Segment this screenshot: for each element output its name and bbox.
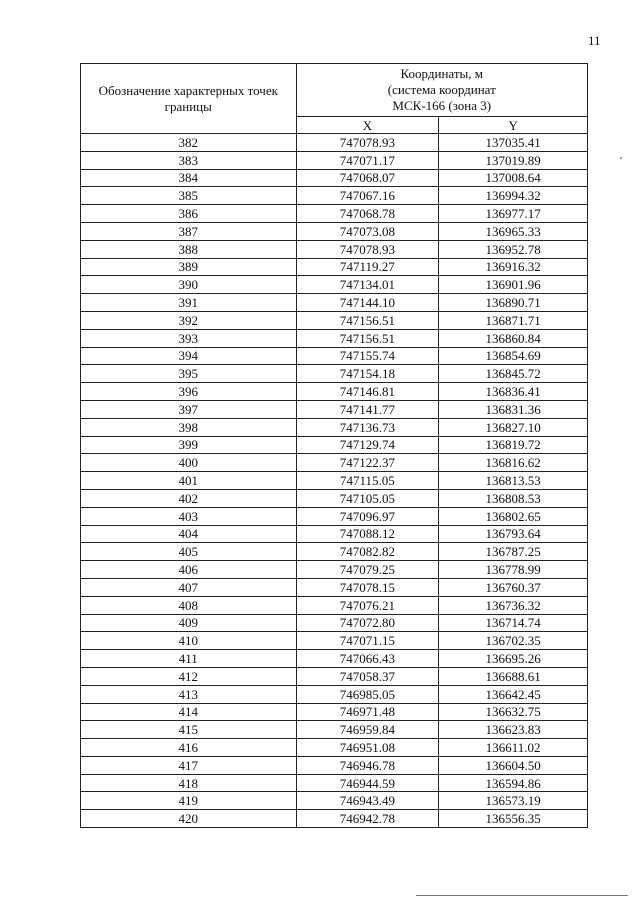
table-row — [81, 205, 588, 223]
x-cell: 747105.05 — [296, 489, 439, 507]
y-column-header: Y — [439, 117, 588, 134]
table-row — [81, 169, 588, 187]
point-cell: 420 — [81, 810, 297, 828]
table-row — [81, 418, 588, 436]
x-cell: 747082.82 — [296, 543, 439, 561]
point-cell: 419 — [81, 792, 297, 810]
table-row — [81, 578, 588, 596]
point-cell: 388 — [81, 240, 297, 258]
x-cell: 747088.12 — [296, 525, 439, 543]
y-cell: 137019.89 — [439, 151, 588, 169]
x-cell: 746951.08 — [296, 739, 439, 757]
table-row — [81, 276, 588, 294]
x-cell: 747141.77 — [296, 400, 439, 418]
y-cell: 136977.17 — [439, 205, 588, 223]
x-cell: 747156.51 — [296, 311, 439, 329]
x-cell: 747078.93 — [296, 134, 439, 152]
table-row — [81, 383, 588, 401]
point-cell: 413 — [81, 685, 297, 703]
x-cell: 747076.21 — [296, 596, 439, 614]
point-cell: 384 — [81, 169, 297, 187]
table-row — [81, 187, 588, 205]
coordinates-header-line3: МСК-166 (зона 3) — [392, 98, 492, 113]
table-row — [81, 543, 588, 561]
point-cell: 385 — [81, 187, 297, 205]
y-cell: 136778.99 — [439, 561, 588, 579]
y-cell: 136916.32 — [439, 258, 588, 276]
y-cell: 136819.72 — [439, 436, 588, 454]
x-cell: 747096.97 — [296, 507, 439, 525]
y-cell: 136965.33 — [439, 222, 588, 240]
table-row — [81, 222, 588, 240]
table-row — [81, 792, 588, 810]
point-cell: 415 — [81, 721, 297, 739]
x-cell: 747122.37 — [296, 454, 439, 472]
point-cell: 394 — [81, 347, 297, 365]
table-row — [81, 614, 588, 632]
point-cell: 404 — [81, 525, 297, 543]
table-row — [81, 400, 588, 418]
table-row — [81, 134, 588, 152]
y-cell: 136688.61 — [439, 667, 588, 685]
coordinates-table — [80, 63, 588, 828]
point-designation-header-text: Обозначение характерных точек границы — [98, 82, 278, 114]
x-cell: 747068.07 — [296, 169, 439, 187]
x-cell: 747144.10 — [296, 294, 439, 312]
y-cell: 136808.53 — [439, 489, 588, 507]
table-row — [81, 721, 588, 739]
point-cell: 399 — [81, 436, 297, 454]
x-cell: 747079.25 — [296, 561, 439, 579]
table-row — [81, 240, 588, 258]
table-row — [81, 703, 588, 721]
y-cell: 136594.86 — [439, 774, 588, 792]
y-cell: 136695.26 — [439, 650, 588, 668]
table-row — [81, 667, 588, 685]
table-row — [81, 365, 588, 383]
y-cell: 136901.96 — [439, 276, 588, 294]
point-cell: 400 — [81, 454, 297, 472]
point-cell: 411 — [81, 650, 297, 668]
y-cell: 136573.19 — [439, 792, 588, 810]
bottom-rule — [416, 895, 628, 896]
point-cell: 402 — [81, 489, 297, 507]
point-cell: 382 — [81, 134, 297, 152]
point-cell: 407 — [81, 578, 297, 596]
x-cell: 746943.49 — [296, 792, 439, 810]
table-row — [81, 436, 588, 454]
x-cell: 747115.05 — [296, 472, 439, 490]
y-cell: 136604.50 — [439, 756, 588, 774]
point-cell: 409 — [81, 614, 297, 632]
y-cell: 136831.36 — [439, 400, 588, 418]
y-cell: 136736.32 — [439, 596, 588, 614]
point-cell: 396 — [81, 383, 297, 401]
x-cell: 747136.73 — [296, 418, 439, 436]
point-cell: 408 — [81, 596, 297, 614]
coordinates-header-line1: Координаты, м — [400, 66, 483, 81]
x-cell: 747073.08 — [296, 222, 439, 240]
table-row — [81, 685, 588, 703]
table-row — [81, 507, 588, 525]
point-cell: 416 — [81, 739, 297, 757]
x-cell: 747078.15 — [296, 578, 439, 596]
table-row — [81, 311, 588, 329]
y-cell: 136813.53 — [439, 472, 588, 490]
x-cell: 746942.78 — [296, 810, 439, 828]
point-cell: 391 — [81, 294, 297, 312]
point-cell: 414 — [81, 703, 297, 721]
y-cell: 136845.72 — [439, 365, 588, 383]
y-cell: 136611.02 — [439, 739, 588, 757]
y-cell: 136994.32 — [439, 187, 588, 205]
table-row — [81, 561, 588, 579]
coordinates-header-line2: (система координат — [387, 82, 496, 97]
x-cell: 746985.05 — [296, 685, 439, 703]
point-cell: 398 — [81, 418, 297, 436]
y-cell: 136642.45 — [439, 685, 588, 703]
table-row — [81, 472, 588, 490]
x-cell: 747072.80 — [296, 614, 439, 632]
y-cell: 136702.35 — [439, 632, 588, 650]
y-cell: 137035.41 — [439, 134, 588, 152]
y-cell: 136836.41 — [439, 383, 588, 401]
x-cell: 746944.59 — [296, 774, 439, 792]
table-row — [81, 650, 588, 668]
y-cell: 136760.37 — [439, 578, 588, 596]
y-cell: 136890.71 — [439, 294, 588, 312]
coordinates-header — [296, 64, 587, 117]
table-row — [81, 294, 588, 312]
y-cell: 136952.78 — [439, 240, 588, 258]
point-cell: 406 — [81, 561, 297, 579]
x-column-header: X — [296, 117, 439, 134]
y-cell: 136802.65 — [439, 507, 588, 525]
table-row — [81, 810, 588, 828]
y-cell: 136854.69 — [439, 347, 588, 365]
point-cell: 405 — [81, 543, 297, 561]
point-cell: 401 — [81, 472, 297, 490]
y-cell: 136787.25 — [439, 543, 588, 561]
page-number: 11 — [588, 33, 601, 48]
point-cell: 417 — [81, 756, 297, 774]
x-cell: 747154.18 — [296, 365, 439, 383]
x-cell: 747134.01 — [296, 276, 439, 294]
x-cell: 747146.81 — [296, 383, 439, 401]
x-cell: 747156.51 — [296, 329, 439, 347]
y-cell: 136714.74 — [439, 614, 588, 632]
point-cell: 389 — [81, 258, 297, 276]
point-cell: 390 — [81, 276, 297, 294]
table-row — [81, 774, 588, 792]
x-cell: 746946.78 — [296, 756, 439, 774]
table-row — [81, 756, 588, 774]
x-cell: 747155.74 — [296, 347, 439, 365]
table-row — [81, 632, 588, 650]
point-cell: 392 — [81, 311, 297, 329]
x-cell: 747129.74 — [296, 436, 439, 454]
table-row — [81, 151, 588, 169]
point-cell: 397 — [81, 400, 297, 418]
y-cell: 136556.35 — [439, 810, 588, 828]
table-row — [81, 258, 588, 276]
y-cell: 136860.84 — [439, 329, 588, 347]
point-cell: 418 — [81, 774, 297, 792]
y-cell: 136623.83 — [439, 721, 588, 739]
point-cell: 383 — [81, 151, 297, 169]
point-cell: 393 — [81, 329, 297, 347]
x-cell: 746971.48 — [296, 703, 439, 721]
point-cell: 387 — [81, 222, 297, 240]
point-designation-header — [81, 64, 297, 134]
point-cell: 403 — [81, 507, 297, 525]
point-cell: 410 — [81, 632, 297, 650]
y-cell: 136632.75 — [439, 703, 588, 721]
x-cell: 747119.27 — [296, 258, 439, 276]
table-row — [81, 739, 588, 757]
point-cell: 386 — [81, 205, 297, 223]
table-row — [81, 525, 588, 543]
point-cell: 412 — [81, 667, 297, 685]
point-cell: 395 — [81, 365, 297, 383]
x-cell: 747071.17 — [296, 151, 439, 169]
x-cell: 747058.37 — [296, 667, 439, 685]
x-cell: 747078.93 — [296, 240, 439, 258]
margin-mark — [620, 157, 622, 159]
x-cell: 747067.16 — [296, 187, 439, 205]
table-row — [81, 596, 588, 614]
x-cell: 747068.78 — [296, 205, 439, 223]
table-row — [81, 347, 588, 365]
y-cell: 136827.10 — [439, 418, 588, 436]
x-cell: 746959.84 — [296, 721, 439, 739]
y-cell: 137008.64 — [439, 169, 588, 187]
table-row — [81, 454, 588, 472]
x-cell: 747066.43 — [296, 650, 439, 668]
coordinates-table-body — [81, 134, 588, 828]
table-row — [81, 329, 588, 347]
y-cell: 136816.62 — [439, 454, 588, 472]
table-row — [81, 489, 588, 507]
y-cell: 136871.71 — [439, 311, 588, 329]
y-cell: 136793.64 — [439, 525, 588, 543]
x-cell: 747071.15 — [296, 632, 439, 650]
